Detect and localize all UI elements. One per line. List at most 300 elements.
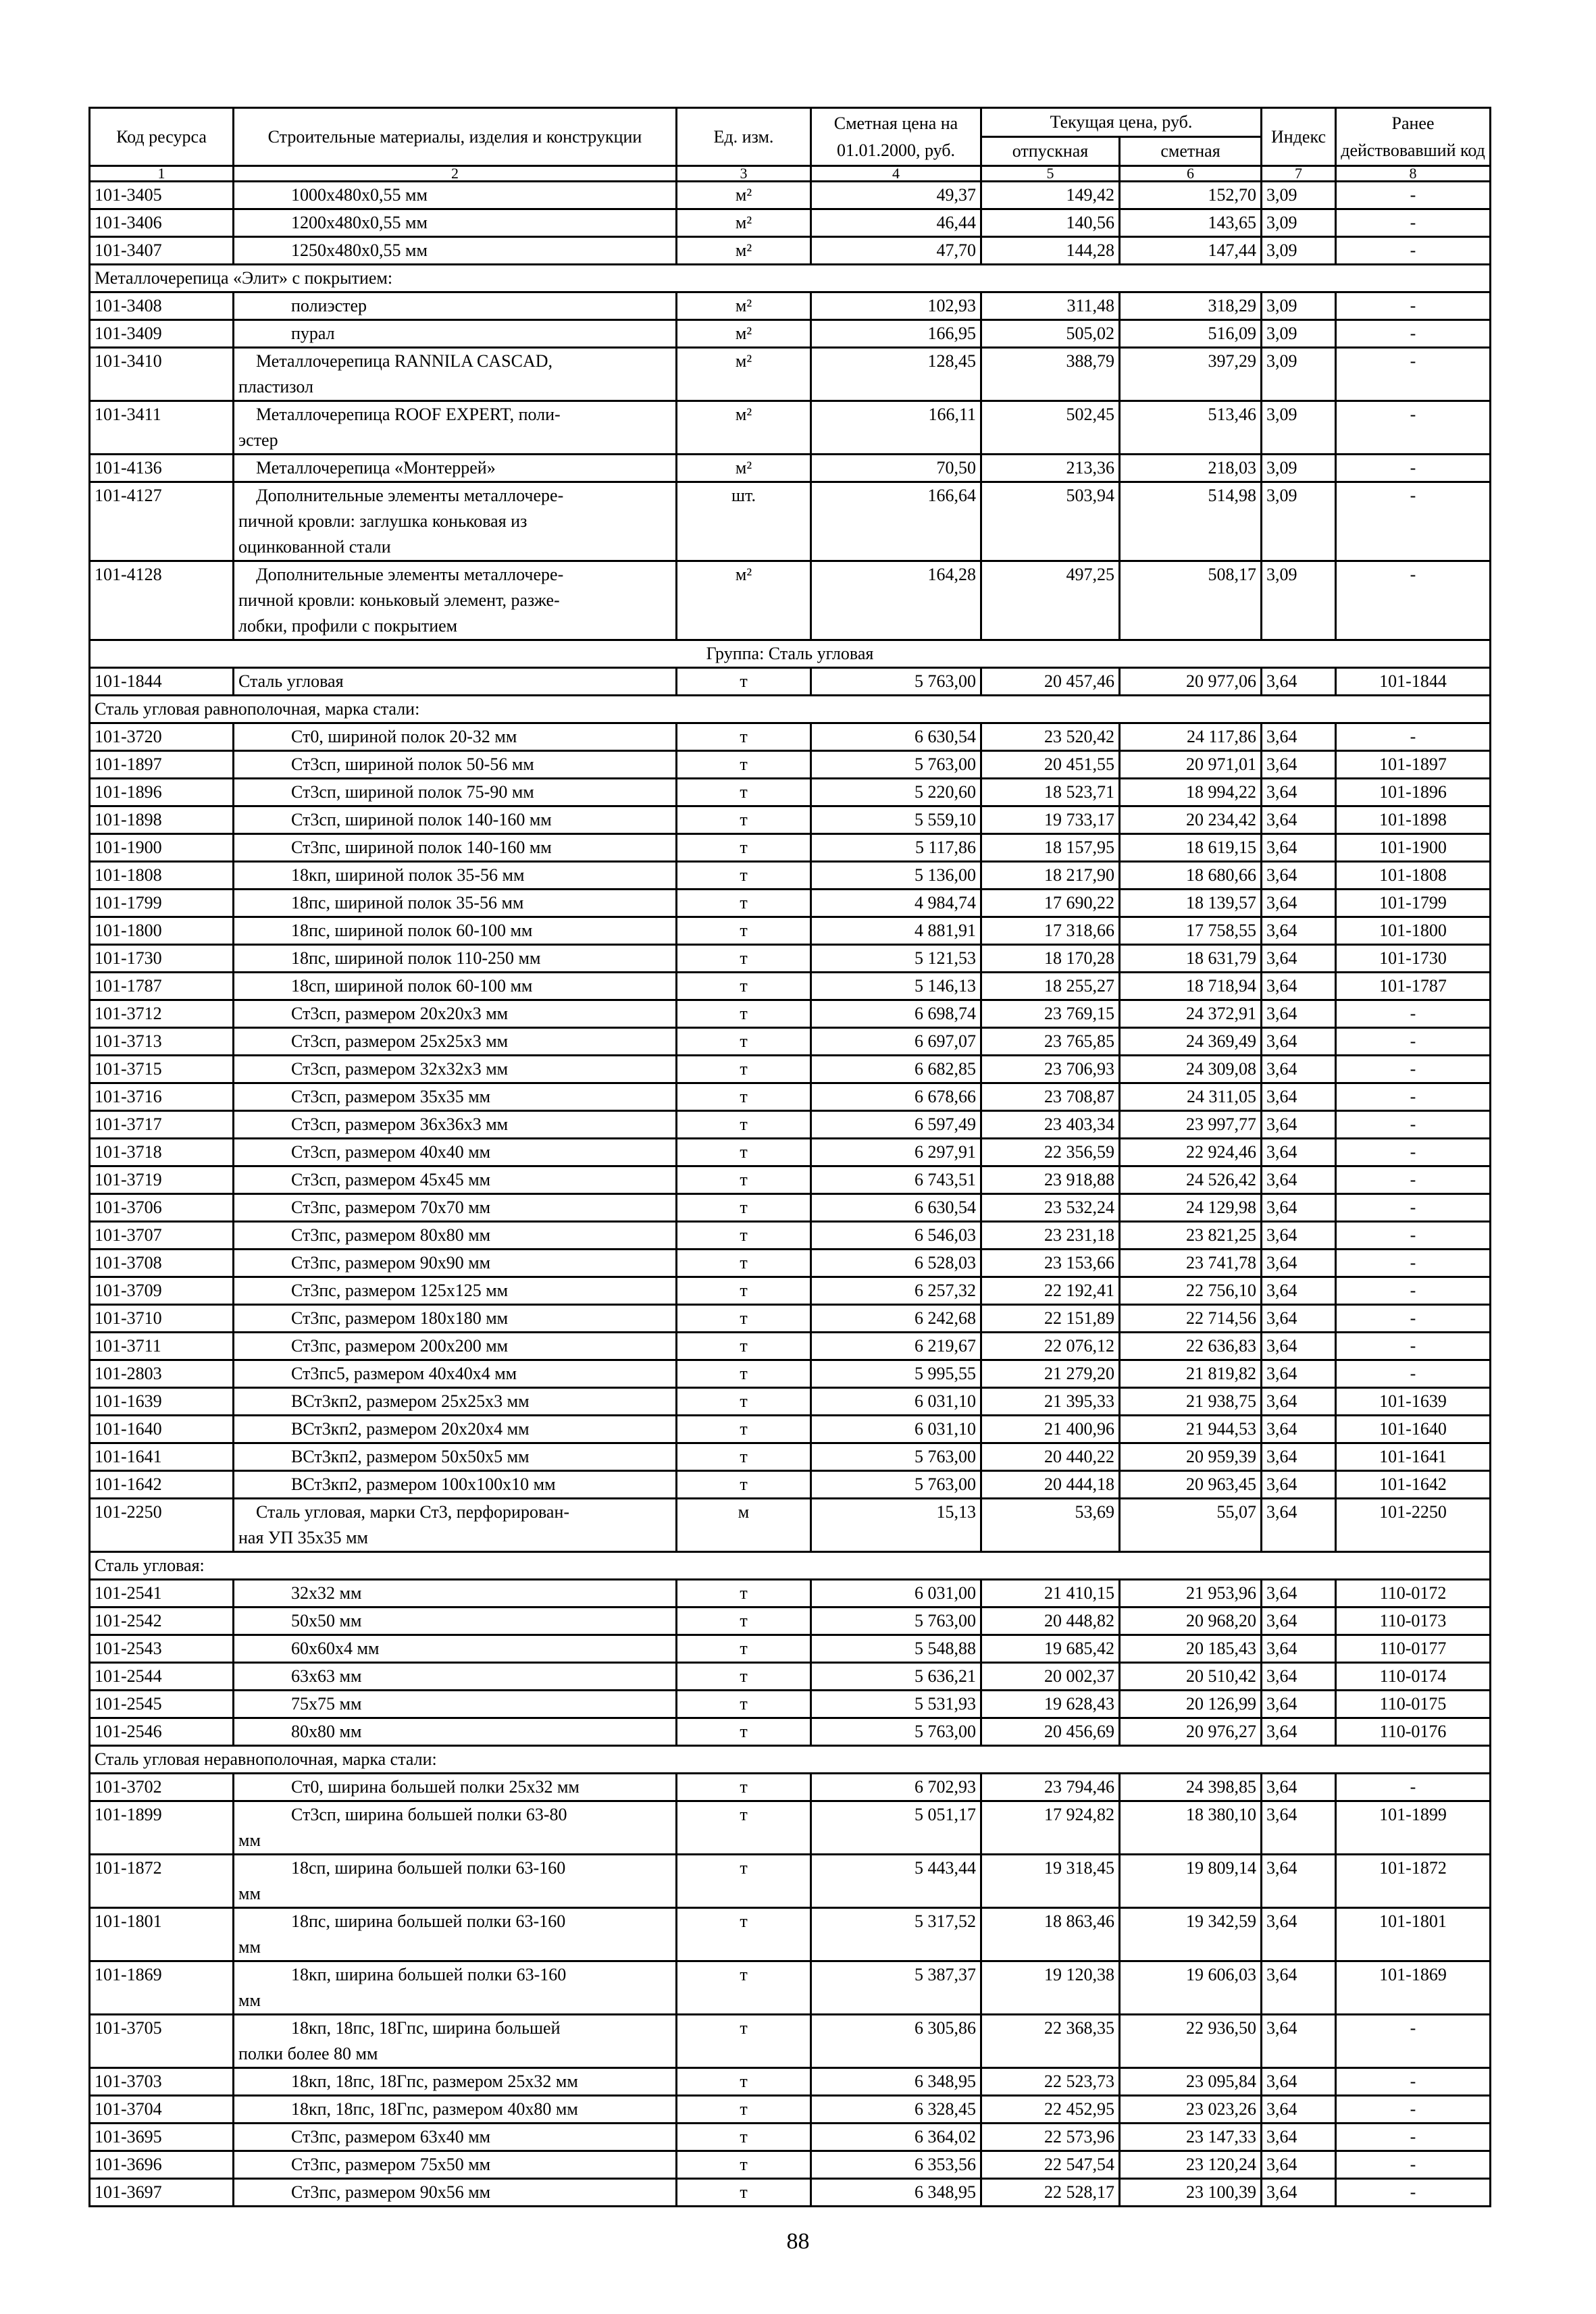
material-name: Ст3пс, размером 80х80 мм xyxy=(234,1222,677,1250)
table-row xyxy=(90,2096,1491,2124)
previous-code: - xyxy=(1336,723,1491,751)
previous-code: - xyxy=(1336,182,1491,209)
previous-code: 110-0177 xyxy=(1336,1635,1491,1663)
previous-code: 101-1639 xyxy=(1336,1388,1491,1416)
price-2000: 5 763,00 xyxy=(811,1471,981,1499)
previous-code: - xyxy=(1336,561,1491,640)
price-2000: 6 546,03 xyxy=(811,1222,981,1250)
unit: т xyxy=(677,2124,811,2151)
material-name: 18пс, ширина большей полки 63-160 мм xyxy=(234,1908,677,1961)
estimate-price: 20 126,99 xyxy=(1120,1691,1262,1718)
previous-code: 110-0175 xyxy=(1336,1691,1491,1718)
release-price: 53,69 xyxy=(981,1499,1120,1552)
unit: т xyxy=(677,890,811,917)
unit: т xyxy=(677,1855,811,1908)
resource-code: 101-1900 xyxy=(90,834,234,862)
estimate-price: 23 741,78 xyxy=(1120,1250,1262,1277)
release-price: 22 076,12 xyxy=(981,1333,1120,1360)
resource-code: 101-1896 xyxy=(90,779,234,806)
index: 3,64 xyxy=(1262,1305,1336,1333)
resource-code: 101-3710 xyxy=(90,1305,234,1333)
estimate-price: 24 309,08 xyxy=(1120,1056,1262,1083)
index: 3,64 xyxy=(1262,1471,1336,1499)
previous-code: - xyxy=(1336,2015,1491,2068)
price-2000: 6 242,68 xyxy=(811,1305,981,1333)
estimate-price: 20 959,39 xyxy=(1120,1443,1262,1471)
unit: т xyxy=(677,2179,811,2207)
unit: т xyxy=(677,1028,811,1056)
price-2000: 6 305,86 xyxy=(811,2015,981,2068)
release-price: 388,79 xyxy=(981,348,1120,401)
estimate-price: 508,17 xyxy=(1120,561,1262,640)
previous-code: - xyxy=(1336,320,1491,348)
release-price: 19 733,17 xyxy=(981,806,1120,834)
table-row xyxy=(90,917,1491,945)
previous-code: - xyxy=(1336,482,1491,561)
estimate-price: 318,29 xyxy=(1120,292,1262,320)
index: 3,64 xyxy=(1262,1056,1336,1083)
price-2000: 4 881,91 xyxy=(811,917,981,945)
price-2000: 6 697,07 xyxy=(811,1028,981,1056)
material-name: Ст3пс, размером 90х90 мм xyxy=(234,1250,677,1277)
material-name: Ст3пс5, размером 40х40х4 мм xyxy=(234,1360,677,1388)
table-row xyxy=(90,1388,1491,1416)
table-row xyxy=(90,1333,1491,1360)
previous-code: - xyxy=(1336,1305,1491,1333)
header-code: Код ресурса xyxy=(90,108,234,166)
price-2000: 6 364,02 xyxy=(811,2124,981,2151)
index: 3,64 xyxy=(1262,2124,1336,2151)
table-row xyxy=(90,1028,1491,1056)
resource-code: 101-3705 xyxy=(90,2015,234,2068)
release-price: 22 528,17 xyxy=(981,2179,1120,2207)
material-name: 80х80 мм xyxy=(234,1718,677,1746)
release-price: 18 217,90 xyxy=(981,862,1120,890)
material-name: Ст3сп, размером 35х35 мм xyxy=(234,1083,677,1111)
table-row xyxy=(90,890,1491,917)
price-2000: 5 117,86 xyxy=(811,834,981,862)
previous-code: 101-1896 xyxy=(1336,779,1491,806)
previous-code: 101-1900 xyxy=(1336,834,1491,862)
previous-code: - xyxy=(1336,1139,1491,1166)
price-2000: 5 387,37 xyxy=(811,1961,981,2015)
estimate-price: 21 938,75 xyxy=(1120,1388,1262,1416)
previous-code: 101-1641 xyxy=(1336,1443,1491,1471)
price-2000: 5 763,00 xyxy=(811,1718,981,1746)
estimate-price: 23 821,25 xyxy=(1120,1222,1262,1250)
previous-code: 101-1897 xyxy=(1336,751,1491,779)
resource-code: 101-2542 xyxy=(90,1608,234,1635)
table-row xyxy=(90,1443,1491,1471)
resource-code: 101-1799 xyxy=(90,890,234,917)
release-price: 17 690,22 xyxy=(981,890,1120,917)
table-row xyxy=(90,1416,1491,1443)
estimate-price: 20 971,01 xyxy=(1120,751,1262,779)
table-row xyxy=(90,973,1491,1000)
table-row xyxy=(90,1718,1491,1746)
resource-code: 101-1872 xyxy=(90,1855,234,1908)
material-name: Ст3пс, шириной полок 140-160 мм xyxy=(234,834,677,862)
resource-code: 101-3718 xyxy=(90,1139,234,1166)
material-name: Дополнительные элементы металлочере- пичной кровли: заглушка коньковая из оцинкованной стали xyxy=(234,482,677,561)
estimate-price: 513,46 xyxy=(1120,401,1262,455)
table-row xyxy=(90,1111,1491,1139)
index: 3,64 xyxy=(1262,1333,1336,1360)
price-2000: 6 219,67 xyxy=(811,1333,981,1360)
table-row xyxy=(90,2015,1491,2068)
resource-code: 101-3409 xyxy=(90,320,234,348)
table-row xyxy=(90,455,1491,482)
unit: т xyxy=(677,1635,811,1663)
price-2000: 6 348,95 xyxy=(811,2068,981,2096)
estimate-price: 143,65 xyxy=(1120,209,1262,237)
price-2000: 49,37 xyxy=(811,182,981,209)
resource-code: 101-2546 xyxy=(90,1718,234,1746)
material-name: Сталь угловая, марки Ст3, перфорирован- ная УП 35х35 мм xyxy=(234,1499,677,1552)
previous-code: - xyxy=(1336,209,1491,237)
table-row xyxy=(90,348,1491,401)
unit: м² xyxy=(677,401,811,455)
material-name: 32х32 мм xyxy=(234,1580,677,1608)
table-row xyxy=(90,806,1491,834)
material-name: 18кп, 18пс, 18Гпс, размером 40х80 мм xyxy=(234,2096,677,2124)
resource-code: 101-1640 xyxy=(90,1416,234,1443)
material-name: 18кп, 18пс, 18Гпс, ширина большей полки более 80 мм xyxy=(234,2015,677,2068)
price-2000: 5 995,55 xyxy=(811,1360,981,1388)
resource-code: 101-1808 xyxy=(90,862,234,890)
resource-code: 101-1899 xyxy=(90,1801,234,1855)
previous-code: - xyxy=(1336,2151,1491,2179)
resource-code: 101-2543 xyxy=(90,1635,234,1663)
previous-code: - xyxy=(1336,348,1491,401)
table-row xyxy=(90,1961,1491,2015)
index: 3,64 xyxy=(1262,890,1336,917)
previous-code: - xyxy=(1336,1222,1491,1250)
section-heading: Сталь угловая неравнополочная, марка стали: xyxy=(90,1746,1491,1774)
unit: т xyxy=(677,2096,811,2124)
index: 3,64 xyxy=(1262,1083,1336,1111)
unit: т xyxy=(677,668,811,696)
release-price: 18 523,71 xyxy=(981,779,1120,806)
material-name: полиэстер xyxy=(234,292,677,320)
material-name: Металлочерепица RANNILA CASCAD, пластизол xyxy=(234,348,677,401)
table-row xyxy=(90,1139,1491,1166)
index: 3,64 xyxy=(1262,834,1336,862)
release-price: 20 448,82 xyxy=(981,1608,1120,1635)
resource-code: 101-1641 xyxy=(90,1443,234,1471)
material-name: 18пс, шириной полок 110-250 мм xyxy=(234,945,677,973)
estimate-price: 18 994,22 xyxy=(1120,779,1262,806)
previous-code: - xyxy=(1336,2096,1491,2124)
unit: т xyxy=(677,862,811,890)
release-price: 22 573,96 xyxy=(981,2124,1120,2151)
material-name: Металлочерепица ROOF EXPERT, поли- эстер xyxy=(234,401,677,455)
unit: т xyxy=(677,1718,811,1746)
column-number: 8 xyxy=(1336,166,1491,182)
estimate-price: 23 997,77 xyxy=(1120,1111,1262,1139)
material-name: Дополнительные элементы металлочере- пичной кровли: коньковый элемент, разже- лобки, профили с покрытием xyxy=(234,561,677,640)
table-row xyxy=(90,2068,1491,2096)
estimate-price: 21 953,96 xyxy=(1120,1580,1262,1608)
resource-code: 101-1800 xyxy=(90,917,234,945)
index: 3,64 xyxy=(1262,1194,1336,1222)
previous-code: 101-1869 xyxy=(1336,1961,1491,2015)
index: 3,64 xyxy=(1262,1580,1336,1608)
release-price: 23 708,87 xyxy=(981,1083,1120,1111)
index: 3,64 xyxy=(1262,1961,1336,2015)
material-name: 18сп, шириной полок 60-100 мм xyxy=(234,973,677,1000)
header-release-price: отпускная xyxy=(981,137,1120,166)
resource-code: 101-2250 xyxy=(90,1499,234,1552)
resource-code: 101-3411 xyxy=(90,401,234,455)
column-number: 6 xyxy=(1120,166,1262,182)
resource-code: 101-4127 xyxy=(90,482,234,561)
material-name: Сталь угловая xyxy=(234,668,677,696)
header-current-price: Текущая цена, руб. xyxy=(981,108,1262,137)
column-number: 5 xyxy=(981,166,1120,182)
previous-code: - xyxy=(1336,2179,1491,2207)
material-name: ВСт3кп2, размером 20х20х4 мм xyxy=(234,1416,677,1443)
material-name: 50х50 мм xyxy=(234,1608,677,1635)
release-price: 18 170,28 xyxy=(981,945,1120,973)
release-price: 23 231,18 xyxy=(981,1222,1120,1250)
unit: т xyxy=(677,1608,811,1635)
index: 3,64 xyxy=(1262,779,1336,806)
unit: т xyxy=(677,1443,811,1471)
index: 3,64 xyxy=(1262,1443,1336,1471)
previous-code: 101-1898 xyxy=(1336,806,1491,834)
previous-code: - xyxy=(1336,2068,1491,2096)
unit: т xyxy=(677,1360,811,1388)
index: 3,64 xyxy=(1262,945,1336,973)
material-name: Ст0, ширина большей полки 25х32 мм xyxy=(234,1774,677,1801)
section-heading-row xyxy=(90,696,1491,723)
estimate-price: 24 129,98 xyxy=(1120,1194,1262,1222)
previous-code: 101-1801 xyxy=(1336,1908,1491,1961)
resource-code: 101-3713 xyxy=(90,1028,234,1056)
price-2000: 6 348,95 xyxy=(811,2179,981,2207)
previous-code: - xyxy=(1336,1194,1491,1222)
column-number: 4 xyxy=(811,166,981,182)
table-row xyxy=(90,1663,1491,1691)
header-estimate-price: сметная xyxy=(1120,137,1262,166)
table-row xyxy=(90,1608,1491,1635)
release-price: 22 151,89 xyxy=(981,1305,1120,1333)
price-2000: 6 031,00 xyxy=(811,1580,981,1608)
resource-code: 101-1844 xyxy=(90,668,234,696)
unit: т xyxy=(677,2068,811,2096)
material-name: Ст3сп, шириной полок 140-160 мм xyxy=(234,806,677,834)
resource-code: 101-3405 xyxy=(90,182,234,209)
index: 3,64 xyxy=(1262,862,1336,890)
price-2000: 6 698,74 xyxy=(811,1000,981,1028)
index: 3,64 xyxy=(1262,668,1336,696)
resource-code: 101-1639 xyxy=(90,1388,234,1416)
previous-code: - xyxy=(1336,1250,1491,1277)
material-name: Ст3пс, размером 63х40 мм xyxy=(234,2124,677,2151)
index: 3,64 xyxy=(1262,2179,1336,2207)
price-2000: 166,11 xyxy=(811,401,981,455)
estimate-price: 20 976,27 xyxy=(1120,1718,1262,1746)
section-heading-row xyxy=(90,1552,1491,1580)
release-price: 23 403,34 xyxy=(981,1111,1120,1139)
table-row xyxy=(90,945,1491,973)
index: 3,64 xyxy=(1262,973,1336,1000)
estimate-price: 152,70 xyxy=(1120,182,1262,209)
unit: т xyxy=(677,1580,811,1608)
price-2000: 6 031,10 xyxy=(811,1416,981,1443)
estimate-price: 23 023,26 xyxy=(1120,2096,1262,2124)
release-price: 20 440,22 xyxy=(981,1443,1120,1471)
material-name: Ст3сп, шириной полок 50-56 мм xyxy=(234,751,677,779)
price-2000: 6 297,91 xyxy=(811,1139,981,1166)
material-name: 1000х480х0,55 мм xyxy=(234,182,677,209)
previous-code: 101-1640 xyxy=(1336,1416,1491,1443)
material-name: Ст3пс, размером 180х180 мм xyxy=(234,1305,677,1333)
table-row xyxy=(90,2151,1491,2179)
estimate-price: 22 756,10 xyxy=(1120,1277,1262,1305)
previous-code: - xyxy=(1336,1166,1491,1194)
price-2000: 70,50 xyxy=(811,455,981,482)
previous-code: 101-1800 xyxy=(1336,917,1491,945)
estimate-price: 18 619,15 xyxy=(1120,834,1262,862)
index: 3,09 xyxy=(1262,348,1336,401)
header-unit: Ед. изм. xyxy=(677,108,811,166)
resource-code: 101-1897 xyxy=(90,751,234,779)
material-name: Металлочерепица «Монтеррей» xyxy=(234,455,677,482)
unit: м xyxy=(677,1499,811,1552)
resource-code: 101-4136 xyxy=(90,455,234,482)
index: 3,64 xyxy=(1262,2096,1336,2124)
price-2000: 5 763,00 xyxy=(811,1608,981,1635)
section-heading: Сталь угловая: xyxy=(90,1552,1491,1580)
index: 3,64 xyxy=(1262,1663,1336,1691)
release-price: 18 255,27 xyxy=(981,973,1120,1000)
estimate-price: 23 095,84 xyxy=(1120,2068,1262,2096)
release-price: 23 918,88 xyxy=(981,1166,1120,1194)
previous-code: - xyxy=(1336,292,1491,320)
estimate-price: 20 185,43 xyxy=(1120,1635,1262,1663)
estimate-price: 218,03 xyxy=(1120,455,1262,482)
estimate-price: 19 606,03 xyxy=(1120,1961,1262,2015)
unit: м² xyxy=(677,237,811,265)
index: 3,64 xyxy=(1262,1774,1336,1801)
index: 3,09 xyxy=(1262,182,1336,209)
price-2000: 5 146,13 xyxy=(811,973,981,1000)
material-name: 75х75 мм xyxy=(234,1691,677,1718)
unit: т xyxy=(677,1056,811,1083)
index: 3,64 xyxy=(1262,1000,1336,1028)
release-price: 502,45 xyxy=(981,401,1120,455)
estimate-price: 20 968,20 xyxy=(1120,1608,1262,1635)
index: 3,64 xyxy=(1262,1718,1336,1746)
price-2000: 128,45 xyxy=(811,348,981,401)
previous-code: - xyxy=(1336,1028,1491,1056)
price-2000: 5 121,53 xyxy=(811,945,981,973)
estimate-price: 22 924,46 xyxy=(1120,1139,1262,1166)
index: 3,64 xyxy=(1262,1028,1336,1056)
previous-code: 110-0173 xyxy=(1336,1608,1491,1635)
column-number: 3 xyxy=(677,166,811,182)
previous-code: 101-1872 xyxy=(1336,1855,1491,1908)
column-number: 7 xyxy=(1262,166,1336,182)
release-price: 144,28 xyxy=(981,237,1120,265)
estimate-price: 55,07 xyxy=(1120,1499,1262,1552)
index: 3,64 xyxy=(1262,1801,1336,1855)
price-2000: 5 443,44 xyxy=(811,1855,981,1908)
unit: т xyxy=(677,1691,811,1718)
resource-code: 101-2803 xyxy=(90,1360,234,1388)
unit: т xyxy=(677,1305,811,1333)
table-row xyxy=(90,1166,1491,1194)
previous-code: - xyxy=(1336,1083,1491,1111)
index: 3,64 xyxy=(1262,723,1336,751)
material-name: Ст3сп, размером 32х32х3 мм xyxy=(234,1056,677,1083)
index: 3,64 xyxy=(1262,1499,1336,1552)
release-price: 19 318,45 xyxy=(981,1855,1120,1908)
estimate-price: 24 372,91 xyxy=(1120,1000,1262,1028)
unit: т xyxy=(677,834,811,862)
material-name: Ст3пс, размером 70х70 мм xyxy=(234,1194,677,1222)
section-heading-row xyxy=(90,1746,1491,1774)
table-row xyxy=(90,320,1491,348)
table-row xyxy=(90,1471,1491,1499)
resource-code: 101-3408 xyxy=(90,292,234,320)
price-2000: 5 136,00 xyxy=(811,862,981,890)
material-name: Ст0, шириной полок 20-32 мм xyxy=(234,723,677,751)
release-price: 22 356,59 xyxy=(981,1139,1120,1166)
index: 3,09 xyxy=(1262,292,1336,320)
unit: м² xyxy=(677,292,811,320)
table-row xyxy=(90,2124,1491,2151)
price-2000: 6 702,93 xyxy=(811,1774,981,1801)
material-name: Ст3пс, размером 125х125 мм xyxy=(234,1277,677,1305)
previous-code: - xyxy=(1336,1056,1491,1083)
estimate-price: 19 342,59 xyxy=(1120,1908,1262,1961)
unit: т xyxy=(677,1194,811,1222)
release-price: 19 628,43 xyxy=(981,1691,1120,1718)
material-name: Ст3сп, размером 40х40 мм xyxy=(234,1139,677,1166)
table-row xyxy=(90,723,1491,751)
estimate-price: 23 147,33 xyxy=(1120,2124,1262,2151)
material-name: 18кп, ширина большей полки 63-160 мм xyxy=(234,1961,677,2015)
unit: т xyxy=(677,973,811,1000)
table-row xyxy=(90,751,1491,779)
material-name: 18сп, ширина большей полки 63-160 мм xyxy=(234,1855,677,1908)
table-row xyxy=(90,209,1491,237)
price-2000: 15,13 xyxy=(811,1499,981,1552)
unit: т xyxy=(677,779,811,806)
material-name: Ст3сп, размером 25х25х3 мм xyxy=(234,1028,677,1056)
unit: шт. xyxy=(677,482,811,561)
index: 3,64 xyxy=(1262,1277,1336,1305)
release-price: 21 400,96 xyxy=(981,1416,1120,1443)
table-row xyxy=(90,1499,1491,1552)
price-2000: 6 682,85 xyxy=(811,1056,981,1083)
release-price: 23 520,42 xyxy=(981,723,1120,751)
estimate-price: 22 936,50 xyxy=(1120,2015,1262,2068)
table-row xyxy=(90,1855,1491,1908)
index: 3,64 xyxy=(1262,1635,1336,1663)
estimate-price: 17 758,55 xyxy=(1120,917,1262,945)
material-name: Ст3пс, размером 75х50 мм xyxy=(234,2151,677,2179)
estimate-price: 514,98 xyxy=(1120,482,1262,561)
price-2000: 6 597,49 xyxy=(811,1111,981,1139)
unit: т xyxy=(677,751,811,779)
estimate-price: 147,44 xyxy=(1120,237,1262,265)
price-2000: 6 353,56 xyxy=(811,2151,981,2179)
resource-code: 101-3696 xyxy=(90,2151,234,2179)
